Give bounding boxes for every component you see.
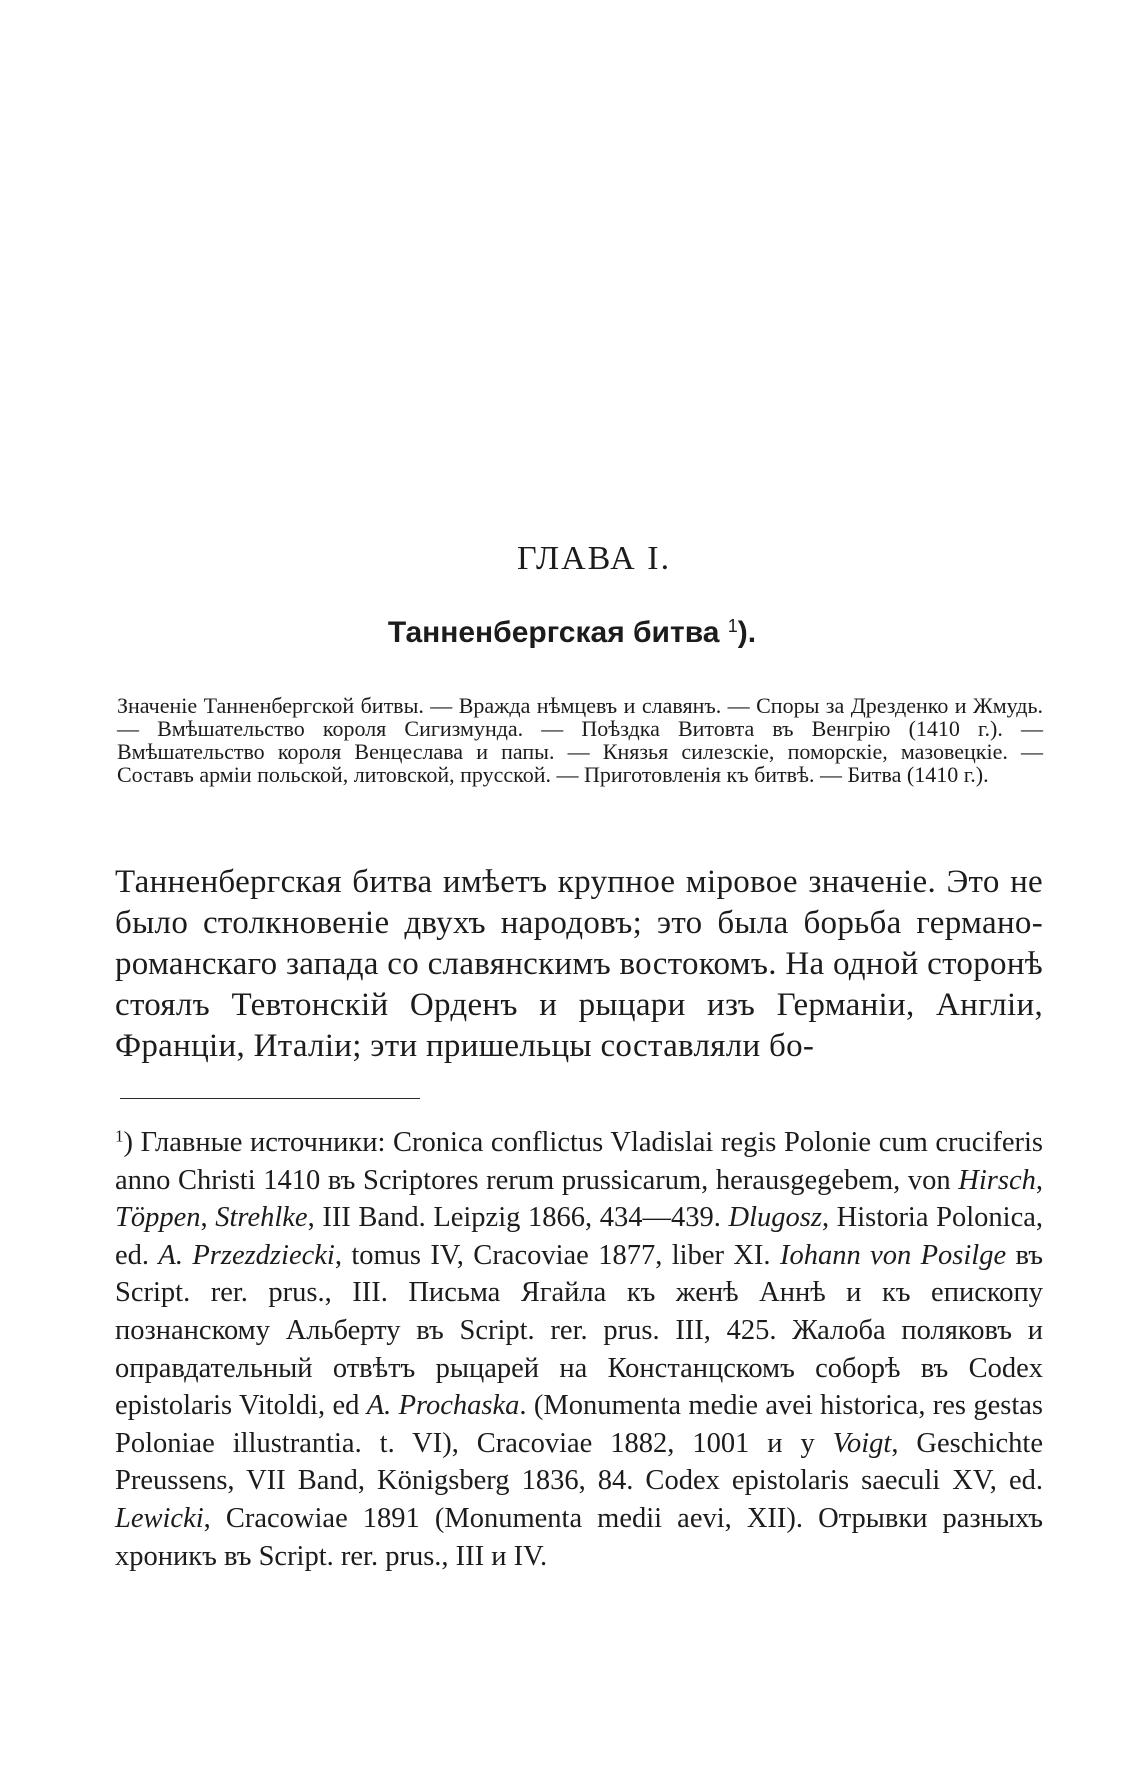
footnote-marker: 1	[115, 1126, 124, 1146]
footnote-text: ,	[1035, 1164, 1043, 1196]
footnote-text: въ Script. rer. prus., III. Письма Ягайла къ женѣ Аннѣ и къ епископу познанскому Альберту въ Script. rer. prus. III, 425. Жалоба поляковъ и оправдательный отвѣтъ рыцарей на Констанцскомъ соборѣ въ Codex epistolaris Vitoldi, ed	[115, 1239, 1043, 1422]
author-name: Voigt	[832, 1427, 892, 1459]
footnote-divider	[120, 1098, 420, 1099]
footnote	[115, 1124, 1043, 1575]
author-name: Dlugosz	[728, 1202, 822, 1234]
author-name: Töppen	[115, 1202, 201, 1234]
footnote-text: , Historia Polonica, ed.	[115, 1202, 1043, 1271]
chapter-title-end: ).	[737, 616, 757, 649]
footnote-text: . (Monumenta medie avei historica, res gestas Poloniae illustrantia. t. VI), Cracoviae 1882, 1001 и у	[115, 1390, 1043, 1459]
chapter-heading: ГЛАВА I.	[516, 540, 672, 577]
author-name: A. Prochaska	[366, 1390, 520, 1422]
footnote-text: , Cracowiae 1891 (Monumenta medii aevi, XII). Отрывки разныхъ хроникъ въ Script. rer. prus., III и IV.	[115, 1502, 1043, 1572]
chapter-title	[2, 616, 1140, 650]
footnote-text: , Geschichte Preussens, VII Band, Königsberg 1836, 84. Codex epistolaris saeculi XV, ed.	[115, 1427, 1044, 1497]
footnote-text: ,	[200, 1202, 216, 1234]
footnote-text: , tomus IV, Cracoviae 1877, liber XI.	[334, 1239, 780, 1271]
author-name: Iohann von Posilge	[779, 1239, 1007, 1271]
footnote-text: ) Главные источники: Cronica conflictus Vladislai regis Polonie cum cruciferis anno Christi 1410 въ Scriptores rerum prussicarum, herausgegebem, von	[115, 1127, 1043, 1196]
chapter-summary: Значеніе Танненбергской битвы. — Вражда нѣмцевъ и славянъ. — Споры за Дрезденко и Жмудь. — Вмѣшательство короля Сигизмунда. — Поѣздка Витовта въ Венгрію (1410 г.). — Вмѣшательство короля Венцеслава и папы. — Князья силезскіе, поморскіе, мазовецкіе. — Составъ арміи польской, литовской, прусской. — Приготовленія къ битвѣ. — Битва (1410 г.).	[117, 693, 1043, 787]
body-paragraph: Танненбергская битва имѣетъ крупное міровое значеніе. Это не было столкновеніе двухъ народовъ; это была борьба германо-романскаго запада со славянскимъ востокомъ. На одной сторонѣ стоялъ Тевтонскій Орденъ и рыцари изъ Германіи, Англіи, Франціи, Италіи; эти пришельцы составляли бо-	[115, 864, 1043, 1064]
author-name: Hirsch	[958, 1164, 1036, 1196]
author-name: A. Przezdziecki	[158, 1239, 335, 1271]
chapter-title-text: Танненбергская битва	[387, 616, 720, 649]
footnote-text: , III Band. Leipzig 1866, 434—439.	[307, 1202, 729, 1234]
author-name: Lewicki	[115, 1502, 204, 1534]
author-name: Strehlke	[215, 1202, 308, 1234]
footnote-reference: 1	[727, 616, 738, 637]
